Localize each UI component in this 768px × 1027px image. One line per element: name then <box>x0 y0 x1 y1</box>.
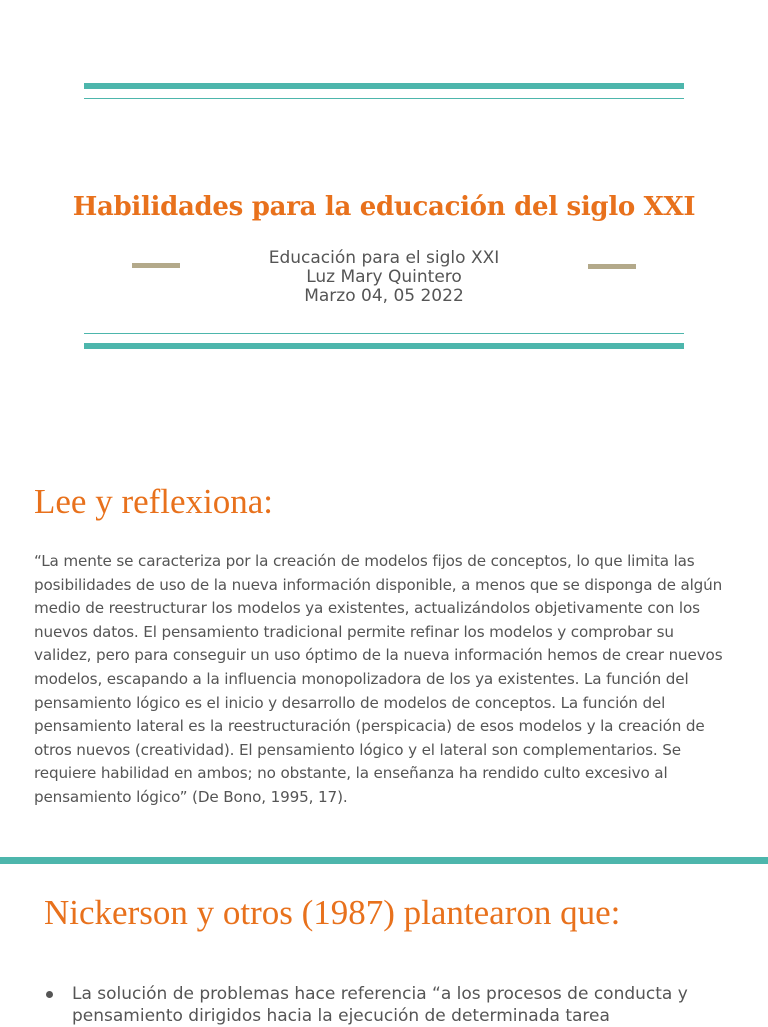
top-thick-rule <box>84 83 684 89</box>
bottom-thick-rule <box>84 343 684 349</box>
list-item-text: La solución de problemas hace referencia “a los procesos de conducta y pensamiento dirigidos hacia la ejecución de determinada tarea <box>72 984 688 1026</box>
top-thin-rule <box>84 98 684 99</box>
course-name: Educación para el siglo XXI <box>268 248 500 268</box>
document-title: Habilidades para la educación del siglo XXI <box>72 192 696 222</box>
bullet-dot-icon <box>46 991 53 998</box>
bottom-thin-rule <box>84 333 684 334</box>
section-divider-band <box>0 857 768 864</box>
list-item <box>40 983 740 1027</box>
section-heading-nickerson: Nickerson y otros (1987) plantearon que: <box>44 893 621 932</box>
document-date: Marzo 04, 05 2022 <box>304 286 464 306</box>
quote-paragraph: “La mente se caracteriza por la creación de modelos fijos de conceptos, lo que limita las posibilidades de uso de la nueva información disponible, a menos que se disponga de algún medio de reestructurar los modelos ya existentes, actualizándolos objetivamente con los nuevos datos. El pensamiento tradicional permite refinar los modelos y comprobar su validez, pero para conseguir un uso óptimo de la nueva información hemos de crear nuevos modelos, escapando a la influencia monopolizadora de los ya existentes. La función del pensamiento lógico es el inicio y desarrollo de modelos de conceptos. La función del pensamiento lateral es la reestructuración (perspicacia) de esos modelos y la creación de otros nuevos (creatividad). El pensamiento lógico y el lateral son complementarios. Se requiere habilidad en ambos; no obstante, la enseñanza ha rendido culto excesivo al pensamiento lógico” (De Bono, 1995, 17). <box>34 552 723 806</box>
author-name: Luz Mary Quintero <box>306 267 462 287</box>
section-heading-lee-y-reflexiona: Lee y reflexiona: <box>34 482 274 521</box>
bullet-list <box>40 983 740 1027</box>
